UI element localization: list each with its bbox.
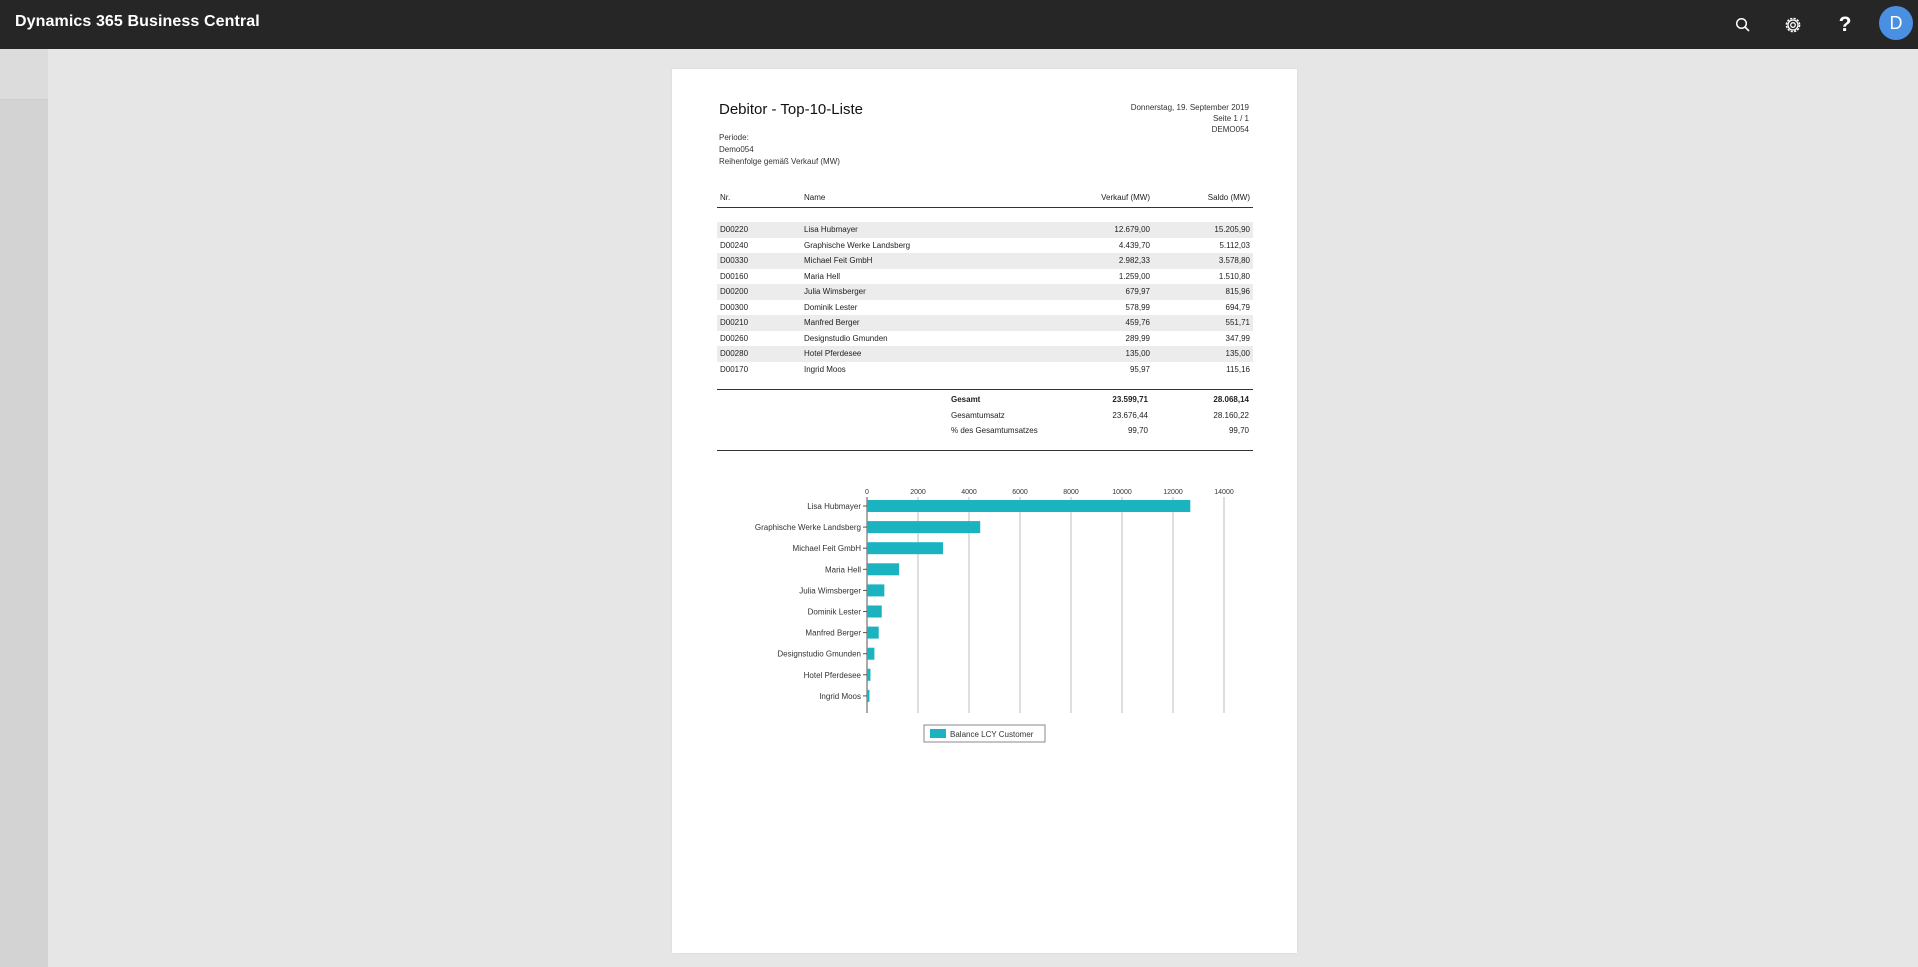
x-tick-label: 0 [865,489,869,496]
percent-label: % des Gesamtumsatzes [951,426,1038,435]
customer-number: D00160 [720,271,749,281]
balance-amount: 815,96 [1153,284,1253,300]
x-tick-label: 12000 [1163,489,1183,496]
customer-name: Ingrid Moos [804,364,846,374]
x-tick-label: 6000 [1012,489,1028,496]
table-row [717,269,1253,285]
report-header-info [1131,102,1249,135]
customer-name: Julia Wimsberger [801,284,1057,300]
column-header-nr: Nr. [720,193,731,202]
category-label: Lisa Hubmayer [807,502,861,511]
bar [867,669,870,681]
report-company: DEMO054 [1211,125,1249,134]
customer-number: D00210 [717,315,801,331]
customer-name: Lisa Hubmayer [801,222,1057,238]
report-page [672,69,1297,953]
overall-sales-row [672,411,1297,425]
sales-amount: 578,99 [1125,302,1150,312]
total-sales: 23.599,71 [1112,395,1148,404]
order-text: Reihenfolge gemäß Verkauf (MW) [719,157,840,166]
customer-number: D00200 [717,284,801,300]
customer-name: Designstudio Gmunden [804,333,888,343]
percent-sales: 99,70 [1127,426,1148,435]
total-row [672,395,1297,409]
category-label: Graphische Werke Landsberg [754,523,861,533]
overall-sales-value: 23.676,44 [1112,411,1148,420]
customer-table [717,188,1253,377]
category-label: Julia Wimsberger [799,586,861,596]
totals-divider [717,389,1253,390]
bar [867,648,874,660]
customer-number: D00240 [720,240,749,250]
report-filters [719,132,840,168]
report-page-number: Seite 1 / 1 [1212,114,1249,123]
totals-bottom-divider [717,450,1253,451]
customer-name: Maria Hell [804,271,841,281]
search-icon[interactable] [1730,12,1756,38]
customer-number: D00170 [720,364,749,374]
legend-label: Balance LCY Customer [950,730,1034,739]
category-label: Hotel Pferdesee [803,670,861,680]
report-title: Debitor - Top-10-Liste [719,101,863,118]
table-row [717,362,1253,378]
category-label: Michael Feit GmbH [792,544,861,554]
category-label: Maria Hell [824,565,861,575]
customer-name: Dominik Lester [804,302,858,312]
sales-amount: 12.679,00 [1057,222,1153,238]
overall-balance-value: 28.160,22 [1213,411,1249,420]
table-row [717,300,1253,316]
sales-amount: 135,00 [1057,346,1153,362]
filter-label: Periode: [719,133,749,142]
table-row [717,346,1253,362]
customer-name: Hotel Pferdesee [801,346,1057,362]
balance-amount: 347,99 [1225,333,1250,343]
filter-value: Demo054 [719,145,754,154]
bar [867,500,1190,512]
bar [867,606,882,618]
sales-amount: 459,76 [1057,315,1153,331]
category-label: Ingrid Moos [819,691,861,701]
customer-number: D00260 [720,333,749,343]
left-pane-header [0,49,48,100]
balance-bar-chart [672,485,1297,815]
table-row [717,253,1253,269]
legend-swatch [930,729,946,738]
balance-amount: 15.205,90 [1153,222,1253,238]
customer-number: D00220 [717,222,801,238]
total-balance: 28.068,14 [1213,395,1249,404]
left-pane [0,49,48,967]
balance-amount: 3.578,80 [1153,253,1253,269]
bar [867,563,899,575]
customer-number: D00300 [720,302,749,312]
help-icon[interactable]: ? [1838,13,1852,36]
table-row [717,331,1253,347]
sales-amount: 4.439,70 [1118,240,1150,250]
user-avatar[interactable]: D [1879,6,1913,40]
sales-amount: 2.982,33 [1057,253,1153,269]
total-label: Gesamt [951,395,981,404]
x-tick-label: 4000 [961,489,977,496]
x-tick-label: 10000 [1112,489,1132,496]
category-label: Manfred Berger [805,628,861,638]
settings-gear-icon[interactable] [1780,12,1806,38]
table-row [717,284,1253,300]
table-row [717,222,1253,238]
sales-amount: 679,97 [1057,284,1153,300]
app-title[interactable]: Dynamics 365 Business Central [15,13,260,30]
overall-sales-label: Gesamtumsatz [951,411,1005,420]
bar [867,584,884,596]
bar [867,521,980,533]
balance-amount: 135,00 [1153,346,1253,362]
column-header-name: Name [804,193,826,202]
balance-amount: 1.510,80 [1218,271,1250,281]
report-date: Donnerstag, 19. September 2019 [1130,103,1249,112]
sales-amount: 1.259,00 [1118,271,1150,281]
x-tick-label: 14000 [1214,489,1234,496]
table-row [717,315,1253,331]
table-header-row [717,188,1253,208]
balance-amount: 551,71 [1153,315,1253,331]
top-navigation-bar [0,0,1918,49]
percent-balance: 99,70 [1228,426,1249,435]
balance-amount: 115,16 [1226,364,1250,374]
balance-amount: 5.112,03 [1219,240,1250,250]
customer-name: Graphische Werke Landsberg [804,240,911,250]
customer-number: D00330 [717,253,801,269]
x-tick-label: 8000 [1063,489,1079,496]
customer-name: Michael Feit GmbH [801,253,1057,269]
customer-number: D00280 [717,346,801,362]
balance-amount: 694,79 [1225,302,1250,312]
sales-amount: 289,99 [1125,333,1150,343]
column-header-sales: Verkauf (MW) [1101,193,1150,202]
bar [867,542,943,554]
bar [867,690,869,702]
sales-amount: 95,97 [1129,364,1150,374]
x-tick-label: 2000 [910,489,926,496]
percent-row [672,426,1297,440]
column-header-balance: Saldo (MW) [1207,193,1250,202]
bar [867,627,879,639]
category-label: Dominik Lester [807,607,861,617]
table-row [717,238,1253,254]
category-label: Designstudio Gmunden [777,649,861,659]
customer-name: Manfred Berger [801,315,1057,331]
